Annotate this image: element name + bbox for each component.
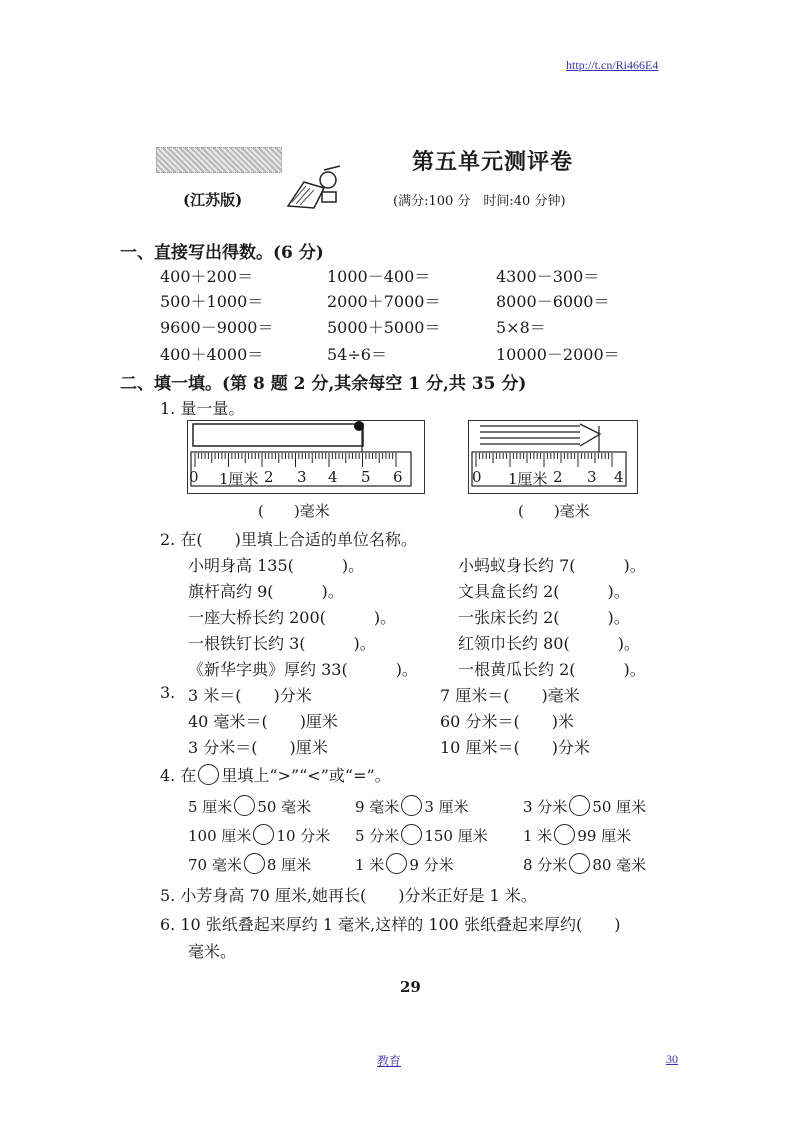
q4-item: 70 毫米 8 厘米 xyxy=(188,853,311,875)
calc-item: 8000－6000＝ xyxy=(496,292,610,311)
calc-item: 500＋1000＝ xyxy=(160,292,264,311)
q2-item[interactable]: 红领巾长约 80( )。 xyxy=(458,634,640,653)
calc-item: 400＋200＝ xyxy=(160,267,254,286)
calc-item: 54÷6＝ xyxy=(327,345,387,364)
ruler1-tick-label: 6 xyxy=(393,468,403,486)
compare-circle-icon[interactable] xyxy=(554,824,575,845)
ruler2-tick-label: 4 xyxy=(614,468,624,486)
q4-item: 1 米 9 分米 xyxy=(355,853,454,875)
edition-label: (江苏版) xyxy=(183,191,243,209)
footer-page-link[interactable]: 30 xyxy=(666,1052,678,1066)
ruler1-tick-label: 5 xyxy=(361,468,371,486)
q4-item: 5 厘米 50 毫米 xyxy=(188,795,311,817)
q3-item[interactable]: 10 厘米＝( )分米 xyxy=(440,738,590,757)
q2-item[interactable]: 小明身高 135( )。 xyxy=(188,556,365,575)
q4-item: 100 厘米 10 分米 xyxy=(188,824,330,846)
compare-circle-icon[interactable] xyxy=(401,795,422,816)
q3-item[interactable]: 60 分米＝( )米 xyxy=(440,712,574,731)
ruler1-tick-label: 0 xyxy=(189,468,199,486)
q5-text[interactable]: 5. 小芳身高 70 厘米,她再长( )分米正好是 1 米。 xyxy=(160,886,537,905)
q2-item[interactable]: 一座大桥长约 200( )。 xyxy=(188,608,397,627)
compare-circle-icon[interactable] xyxy=(253,824,274,845)
calc-item: 2000＋7000＝ xyxy=(327,292,441,311)
q2-item[interactable]: 小蚂蚁身长约 7( )。 xyxy=(458,556,646,575)
q3-item[interactable]: 3 分米＝( )厘米 xyxy=(188,738,328,757)
pencil-icon xyxy=(480,424,600,446)
study-icon xyxy=(284,162,344,212)
ruler1-answer[interactable]: ( )毫米 xyxy=(258,502,330,520)
ruler2-tick-label: 3 xyxy=(587,468,597,486)
calc-item: 5000＋5000＝ xyxy=(327,318,441,337)
q4-label: 4. 在 里填上“>”“<”或“=”。 xyxy=(160,766,391,785)
calc-item: 5×8＝ xyxy=(496,318,546,337)
section2-heading: 二、填一填。(第 8 题 2 分,其余每空 1 分,共 35 分) xyxy=(120,374,527,394)
ruler1-tick-label: 1厘米 xyxy=(219,470,259,488)
score-time: (满分:100 分 时间:40 分钟) xyxy=(393,194,566,209)
q3-label: 3. xyxy=(160,683,176,702)
compare-circle-icon[interactable] xyxy=(569,853,590,874)
calc-item: 400＋4000＝ xyxy=(160,345,264,364)
q6-text[interactable]: 6. 10 张纸叠起来厚约 1 毫米,这样的 100 张纸叠起来厚约( ) xyxy=(160,915,621,934)
q2-item[interactable]: 《新华字典》厚约 33( )。 xyxy=(188,660,418,679)
source-link[interactable]: http://t.cn/Ri466E4 xyxy=(566,58,659,72)
ruler1-tick-label: 3 xyxy=(297,468,307,486)
q3-item[interactable]: 3 米＝( )分米 xyxy=(188,686,312,705)
q2-item[interactable]: 一根黄瓜长约 2( )。 xyxy=(458,660,646,679)
ruler2-answer[interactable]: ( )毫米 xyxy=(518,502,590,520)
compare-circle-icon xyxy=(198,764,219,785)
q3-item[interactable]: 40 毫米＝( )厘米 xyxy=(188,712,338,731)
compare-circle-icon[interactable] xyxy=(386,853,407,874)
q2-item[interactable]: 文具盒长约 2( )。 xyxy=(458,582,630,601)
q1-label: 1. 量一量。 xyxy=(160,399,245,418)
q2-item[interactable]: 旗杆高约 9( )。 xyxy=(188,582,344,601)
q2-item[interactable]: 一根铁钉长约 3( )。 xyxy=(188,634,376,653)
calc-item: 9600－9000＝ xyxy=(160,318,274,337)
q4-item: 9 毫米 3 厘米 xyxy=(355,795,469,817)
ruler1-tick-label: 4 xyxy=(328,468,338,486)
measured-bar xyxy=(193,424,363,446)
compare-circle-icon[interactable] xyxy=(569,795,590,816)
calc-item: 1000－400＝ xyxy=(327,267,431,286)
ruler2-tick-label: 1厘米 xyxy=(508,470,548,488)
page-number: 29 xyxy=(400,978,421,996)
ruler2-tick-label: 0 xyxy=(472,468,482,486)
compare-circle-icon[interactable] xyxy=(244,853,265,874)
q2-label: 2. 在( )里填上合适的单位名称。 xyxy=(160,530,417,549)
footer-link[interactable]: 教育 xyxy=(377,1054,402,1068)
stamp-image xyxy=(156,147,282,173)
calc-item: 10000－2000＝ xyxy=(496,345,620,364)
ruler2-body xyxy=(472,452,626,486)
section1-heading: 一、直接写出得数。(6 分) xyxy=(120,243,324,263)
calc-item: 4300－300＝ xyxy=(496,267,600,286)
q4-item: 8 分米 80 毫米 xyxy=(523,853,646,875)
q4-item: 5 分米 150 厘米 xyxy=(355,824,488,846)
q4-item: 1 米 99 厘米 xyxy=(523,824,631,846)
q3-item[interactable]: 7 厘米＝( )毫米 xyxy=(440,686,580,705)
compare-circle-icon[interactable] xyxy=(401,824,422,845)
ruler2-tick-label: 2 xyxy=(553,468,563,486)
page-title: 第五单元测评卷 xyxy=(412,149,574,175)
q2-item[interactable]: 一张床长约 2( )。 xyxy=(458,608,630,627)
compare-circle-icon[interactable] xyxy=(234,795,255,816)
q4-item: 3 分米 50 厘米 xyxy=(523,795,646,817)
q6-text-cont: 毫米。 xyxy=(188,942,237,961)
ruler1-tick-label: 2 xyxy=(264,468,274,486)
